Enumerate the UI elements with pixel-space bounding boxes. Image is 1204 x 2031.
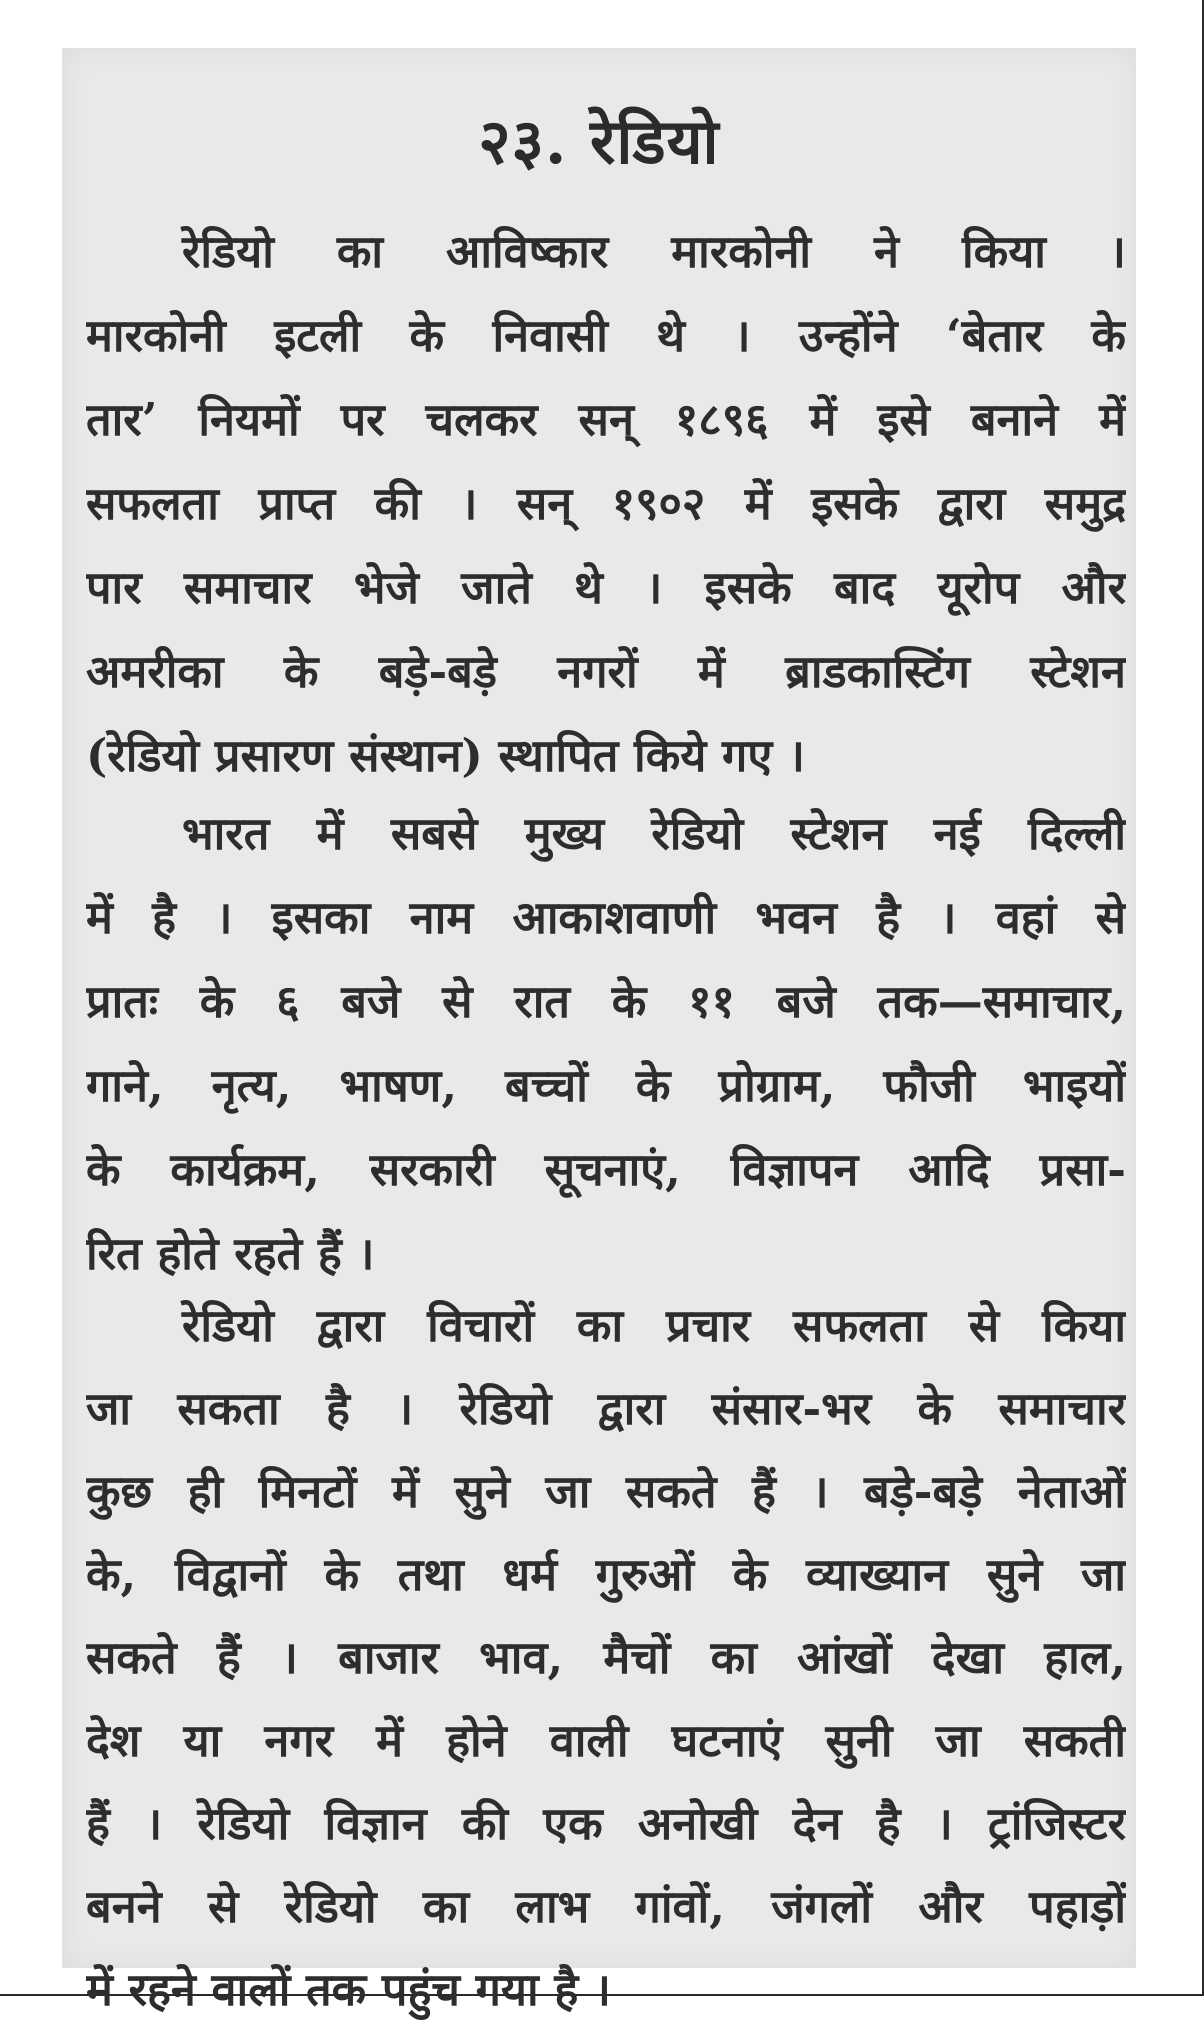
text-line: के, विद्वानों के तथा धर्म गुरुओं के व्याख्यान सुने जा <box>86 1548 1126 1601</box>
text-line: बनने से रेडियो का लाभ गांवों, जंगलों और पहाड़ों <box>86 1880 1126 1933</box>
text-line: हैं । रेडियो विज्ञान की एक अनोखी देन है । ट्रांजिस्टर <box>86 1797 1126 1850</box>
text-line: रित होते रहते हैं । <box>86 1227 375 1280</box>
text-line: कुछ ही मिनटों में सुने जा सकते हैं । बड़े-बड़े नेताओं <box>86 1465 1126 1518</box>
text-line: (रेडियो प्रसारण संस्थान) स्थापित किये गए । <box>86 729 805 782</box>
text-line: तार’ नियमों पर चलकर सन् १८९६ में इसे बनाने में <box>86 393 1126 446</box>
page-title: २३. रेडियो <box>478 105 720 178</box>
paragraph-1 <box>86 210 1126 798</box>
text-line: जा सकता है । रेडियो द्वारा संसार-भर के समाचार <box>86 1382 1126 1435</box>
text-line: देश या नगर में होने वाली घटनाएं सुनी जा सकती <box>86 1714 1126 1767</box>
scanned-page <box>62 48 1136 2016</box>
text-line: गाने, नृत्य, भाषण, बच्चों के प्रोग्राम, फौजी भाइयों <box>86 1059 1126 1112</box>
text-line: भारत में सबसे मुख्य रेडियो स्टेशन नई दिल्ली <box>182 807 1126 860</box>
text-line: अमरीका के बड़े-बड़े नगरों में ब्राडकास्टिंग स्टेशन <box>86 645 1126 698</box>
text-line: रेडियो का आविष्कार मारकोनी ने किया । <box>182 225 1126 278</box>
text-line: के कार्यक्रम, सरकारी सूचनाएं, विज्ञापन आदि प्रसा- <box>86 1143 1126 1196</box>
text-line: मारकोनी इटली के निवासी थे । उन्होंने ‘बेतार के <box>86 309 1126 362</box>
text-line: में रहने वालों तक पहुंच गया है । <box>86 1963 611 2016</box>
text-line: में है । इसका नाम आकाशवाणी भवन है । वहां से <box>86 891 1126 944</box>
text-line: सफलता प्राप्त की । सन् १९०२ में इसके द्वारा समुद्र <box>86 477 1126 530</box>
text-line: सकते हैं । बाजार भाव, मैचों का आंखों देखा हाल, <box>86 1631 1126 1684</box>
text-line: प्रातः के ६ बजे से रात के ११ बजे तक—समाचार, <box>86 975 1126 1028</box>
text-line: रेडियो द्वारा विचारों का प्रचार सफलता से किया <box>182 1299 1126 1352</box>
paragraph-3 <box>86 1284 1126 2031</box>
paragraph-2 <box>86 792 1126 1296</box>
text-line: पार समाचार भेजे जाते थे । इसके बाद यूरोप और <box>86 561 1126 614</box>
